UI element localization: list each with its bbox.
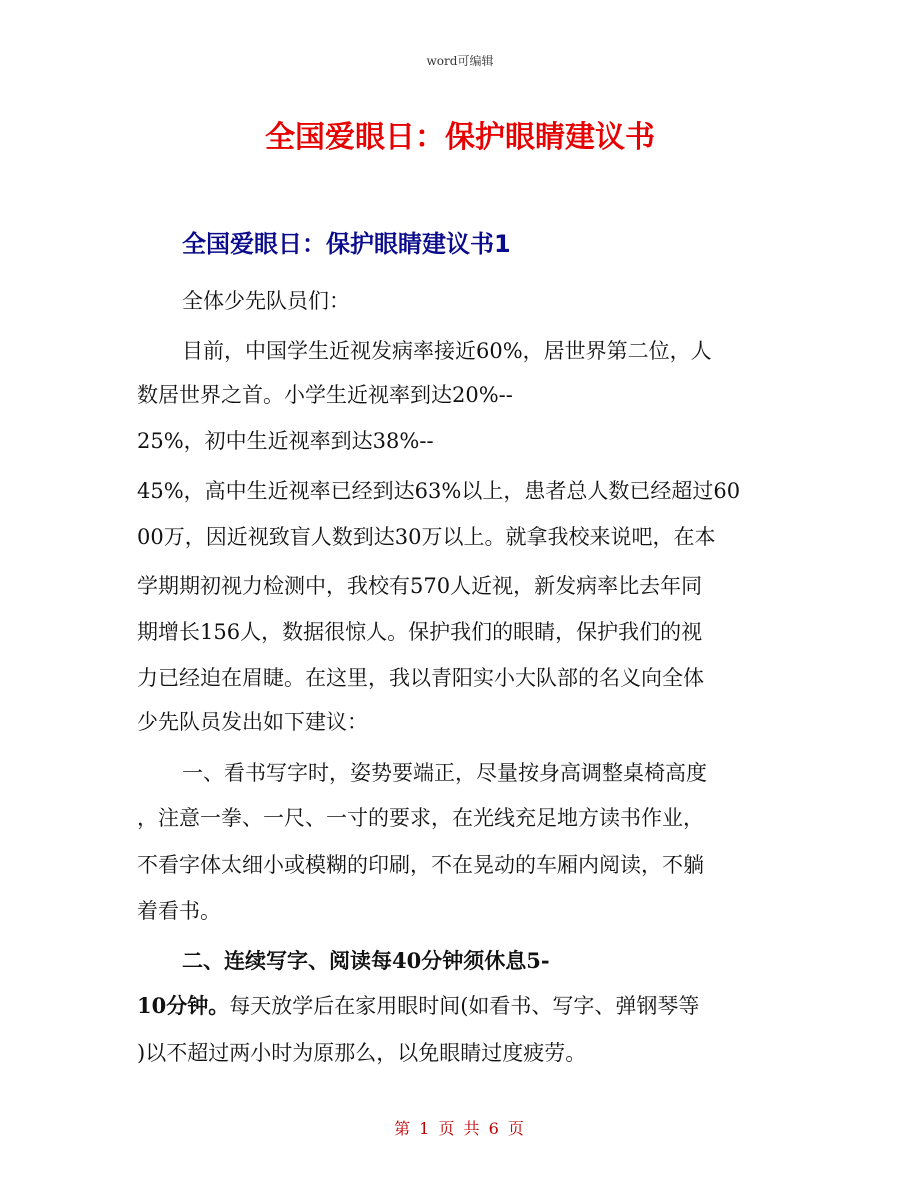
- salutation: 全体少先队员们：: [182, 289, 350, 313]
- bold-text: 10分钟。: [137, 993, 230, 1018]
- paragraph-line: 力已经迫在眉睫。在这里，我以青阳实小大队部的名义向全体: [137, 666, 704, 690]
- paragraph-line: 数居世界之首。小学生近视率到达20%--: [137, 383, 513, 407]
- paragraph-line: 二、连续写字、阅读每40分钟须休息5-: [182, 948, 550, 973]
- paragraph-line: 着看书。: [137, 899, 221, 923]
- paragraph-line: 少先队员发出如下建议：: [137, 710, 368, 734]
- paragraph-line: 期增长156人，数据很惊人。保护我们的眼睛，保护我们的视: [137, 620, 703, 644]
- paragraph-line: 00万，因近视致盲人数到达30万以上。就拿我校来说吧，在本: [137, 525, 716, 549]
- paragraph-line: 目前，中国学生近视发病率接近60%，居世界第二位，人: [182, 339, 712, 363]
- paragraph-line: 45%，高中生近视率已经到达63%以上，患者总人数已经超过60: [137, 479, 741, 503]
- paragraph-line: ，注意一拳、一尺、一寸的要求，在光线充足地方读书作业，: [137, 806, 704, 830]
- paragraph-line: 一、看书写字时，姿势要端正，尽量按身高调整桌椅高度: [182, 761, 707, 785]
- page-footer: 第 1 页 共 6 页: [394, 1119, 526, 1138]
- paragraph-line: )以不超过两小时为原那么，以免眼睛过度疲劳。: [137, 1041, 587, 1065]
- document-title: 全国爱眼日：保护眼睛建议书: [265, 120, 655, 155]
- section-heading: 全国爱眼日：保护眼睛建议书1: [182, 230, 511, 258]
- paragraph-line: 不看字体太细小或模糊的印刷，不在晃动的车厢内阅读，不躺: [137, 853, 704, 877]
- paragraph-line: 25%，初中生近视率到达38%--: [137, 429, 434, 453]
- page-header: word可编辑: [426, 54, 494, 68]
- paragraph-line: [137, 995, 787, 1017]
- paragraph-line: 学期期初视力检测中，我校有570人近视，新发病率比去年同: [137, 574, 703, 598]
- paragraph-text: 每天放学后在家用眼时间(如看书、写字、弹钢琴等: [229, 994, 700, 1018]
